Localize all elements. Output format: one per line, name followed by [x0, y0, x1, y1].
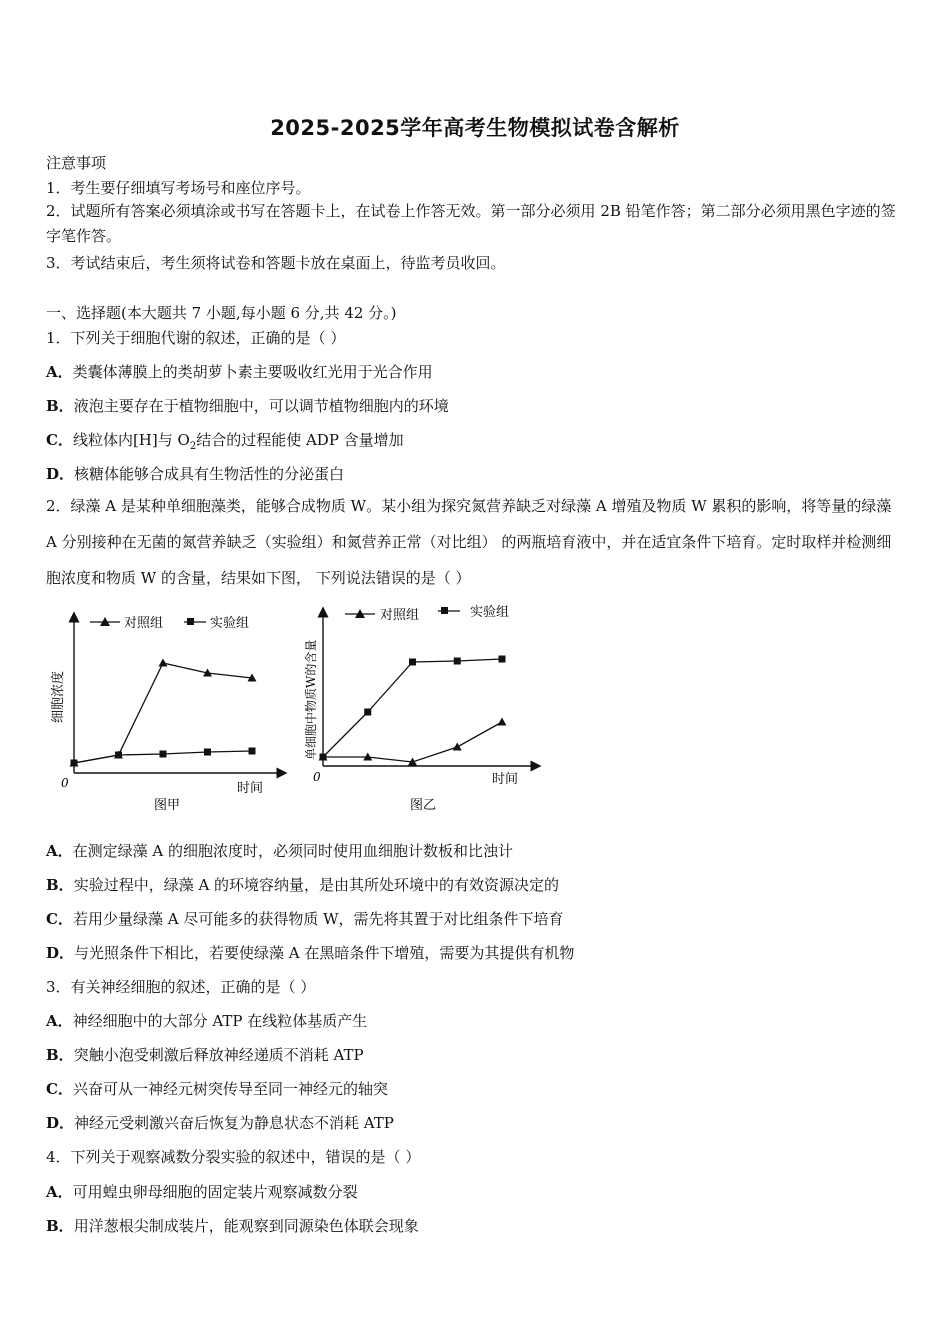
legend-square-marker	[441, 607, 448, 614]
data-point-triangle	[453, 743, 462, 751]
option-letter: A．	[46, 1183, 73, 1201]
legend	[90, 615, 249, 631]
chart-caption: 图甲	[154, 798, 181, 813]
q2-option-c	[46, 908, 564, 929]
y-axis-label: 单细胞中物质W的含量	[304, 639, 318, 760]
option-letter: C．	[46, 431, 73, 449]
data-point-square	[249, 748, 256, 755]
option-letter: B．	[46, 1217, 74, 1235]
option-text: 类囊体薄膜上的类胡萝卜素主要吸收红光用于光合作用	[72, 363, 433, 381]
document-title: 2025-2025学年高考生物模拟试卷含解析	[270, 116, 680, 140]
q3-option-c	[46, 1078, 388, 1099]
option-letter: D．	[46, 944, 75, 962]
option-text: 线粒体内[H]与 O	[72, 431, 190, 449]
option-letter: B．	[46, 1046, 74, 1064]
q3-option-b	[46, 1044, 364, 1065]
data-point-triangle	[498, 718, 507, 726]
section-heading: 一、选择题(本大题共 7 小题,每小题 6 分,共 42 分。)	[46, 304, 397, 322]
q1-stem: 1．下列关于细胞代谢的叙述，正确的是（ ）	[46, 329, 346, 347]
y-axis-label: 细胞浓度	[51, 670, 66, 723]
option-letter: C．	[46, 910, 73, 928]
q1-option-d	[46, 463, 344, 484]
option-text: 实验过程中，绿藻 A 的环境容纳量，是由其所处环境中的有效资源决定的	[73, 876, 560, 894]
option-text: 液泡主要存在于植物细胞中，可以调节植物细胞内的环境	[73, 397, 449, 415]
x-axis-label: 时间	[237, 781, 264, 796]
series-line-1	[323, 722, 502, 762]
notice-heading: 注意事项	[46, 154, 107, 172]
q3-option-a	[46, 1010, 367, 1031]
option-text: 若用少量绿藻 A 尽可能多的获得物质 W，需先将其置于对比组条件下培育	[72, 910, 564, 928]
option-text: 在测定绿藻 A 的细胞浓度时，必须同时使用血细胞计数板和比浊计	[72, 842, 514, 860]
legend-square-marker	[187, 618, 194, 625]
option-text: 神经细胞中的大部分 ATP 在线粒体基质产生	[72, 1012, 368, 1030]
chart-jia	[44, 605, 294, 817]
option-text: 与光照条件下相比，若要使绿藻 A 在黑暗条件下增殖，需要为其提供有机物	[74, 944, 575, 962]
q2-option-a	[46, 840, 513, 861]
q4-option-a	[46, 1181, 358, 1202]
q4-option-b	[46, 1215, 419, 1236]
option-letter: C．	[46, 1080, 73, 1098]
q1-option-c	[46, 429, 404, 452]
data-point-square	[364, 709, 371, 716]
legend-label: 实验组	[470, 605, 510, 620]
data-point-square	[454, 658, 461, 665]
notice-item-1: 1．考生要仔细填写考场号和座位序号。	[46, 179, 311, 197]
data-point-square	[204, 749, 211, 756]
legend	[345, 605, 509, 623]
option-letter: A．	[46, 363, 73, 381]
data-point-square	[409, 659, 416, 666]
q3-option-d	[46, 1112, 394, 1133]
data-point-square	[115, 752, 122, 759]
legend-label: 实验组	[210, 616, 250, 631]
data-point-square	[499, 656, 506, 663]
q2-option-d	[46, 942, 574, 963]
data-point-square	[320, 754, 327, 761]
q1-option-b	[46, 395, 449, 416]
option-text: 结合的过程能使 ADP 含量增加	[196, 431, 404, 449]
legend-label: 对照组	[124, 616, 164, 631]
option-letter: A．	[46, 1012, 73, 1030]
series-line-1	[74, 663, 252, 763]
chart-yi	[296, 598, 546, 817]
data-point-square	[160, 751, 167, 758]
option-text: 神经元受刺激兴奋后恢复为静息状态不消耗 ATP	[74, 1114, 394, 1132]
q2-option-b	[46, 874, 559, 895]
data-point-triangle	[159, 659, 168, 667]
notice-item-3: 3．考试结束后，考生须将试卷和答题卡放在桌面上，待监考员收回。	[46, 254, 506, 272]
x-axis-label: 时间	[492, 772, 519, 787]
option-text: 核糖体能够合成具有生物活性的分泌蛋白	[74, 465, 345, 483]
legend-label: 对照组	[380, 608, 420, 623]
option-letter: B．	[46, 876, 74, 894]
q1-option-a	[46, 361, 433, 382]
subscript: 2	[189, 441, 197, 452]
q2-stem: 2．绿藻 A 是某种单细胞藻类，能够合成物质 W。某小组为探究氮营养缺乏对绿藻 A 增殖及物质 W 累积的影响，将等量的绿藻 A 分别接种在无菌的氮营养缺乏（实验组）和氮营养正常（对比组） 的两瓶培育液中，并在适宜条件下培育。定时取样并检测细胞浓度和物质 W 的含量，结果如下图， 下列说法错误的是（ ）	[46, 497, 892, 587]
option-letter: D．	[46, 465, 75, 483]
option-text: 突触小泡受刺激后释放神经递质不消耗 ATP	[73, 1046, 364, 1064]
origin-label: 0	[61, 776, 69, 790]
option-text: 兴奋可从一神经元树突传导至同一神经元的轴突	[72, 1080, 388, 1098]
option-letter: B．	[46, 397, 74, 415]
option-text: 可用蝗虫卵母细胞的固定装片观察减数分裂	[72, 1183, 358, 1201]
option-letter: D．	[46, 1114, 75, 1132]
option-text: 用洋葱根尖制成装片，能观察到同源染色体联会现象	[73, 1217, 419, 1235]
data-point-square	[71, 760, 78, 767]
q4-stem: 4．下列关于观察减数分裂实验的叙述中，错误的是（ ）	[46, 1148, 421, 1166]
origin-label: 0	[313, 770, 321, 784]
series-line-2	[323, 659, 502, 757]
plot-area	[319, 656, 507, 766]
q3-stem: 3．有关神经细胞的叙述，正确的是（ ）	[46, 978, 316, 996]
option-letter: A．	[46, 842, 73, 860]
plot-area	[70, 659, 257, 767]
notice-item-2: 2．试题所有答案必须填涂或书写在答题卡上，在试卷上作答无效。第一部分必须用 2B 铅笔作答；第二部分必须用黑色字迹的签字笔作答。	[46, 202, 896, 245]
chart-caption: 图乙	[410, 798, 437, 813]
